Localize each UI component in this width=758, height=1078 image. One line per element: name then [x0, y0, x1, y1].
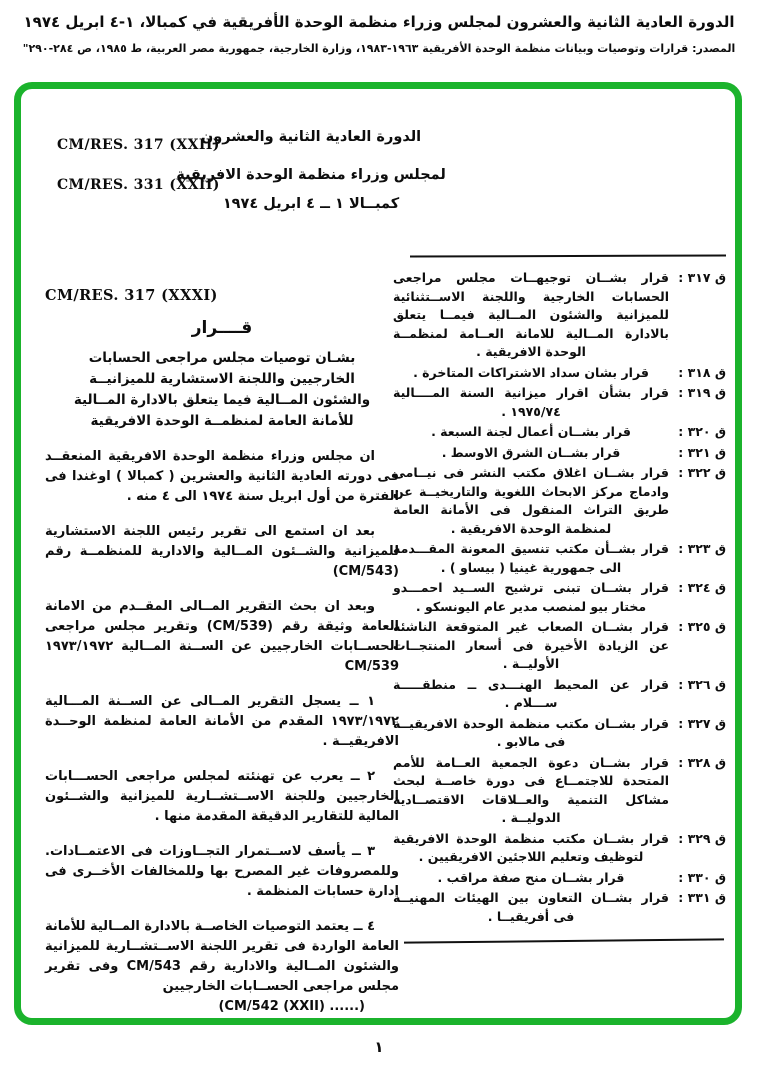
resolution-paragraph: بعد ان استمع الى تقرير رئيس اللجنة الاستشارية للميزانية والشــئون المــالية والادارية للمنظمــة رقم (CM/543)	[45, 524, 399, 579]
resolution-text: قرار بشــان التعاون بين الهيئات المهنيــة فى أفريقيــا .	[393, 890, 669, 924]
list-item-res-320	[393, 423, 726, 442]
list-item-res-329	[393, 830, 726, 867]
resolution-text: قرار بشــان منح صفة مراقب .	[437, 869, 625, 885]
document-source-line: المصدر: قرارات وتوصيات وبيانات منظمة الوحدة الأفريقية ١٩٦٣-١٩٨٣، وزارة الخارجية، جمهورية مصر العربية، ط ١٩٨٥، ص ٢٨٤-٢٩٠"	[22, 42, 736, 55]
resolution-ref-331-xxii: CM/RES. 331 (XXII)	[57, 177, 220, 193]
resolution-clause-2: ٢ ــ يعرب عن تهنئته لمجلس مراجعى الحســـابات الخارجيين وللجنة الاســتشــارية للميزانية والشــئون المالية للتقارير الدقيقة المقدمة منها .	[45, 769, 399, 824]
resolution-text: قرار بشــان الصعاب غير المتوقعة الناشئة عن الزيادة الأخيرة فى أسعار المنتجــات الأوليــة .	[393, 619, 669, 671]
resolution-subtitle-line: الخارجيين واللجنة الاستشارية للميزانيــة	[89, 371, 355, 387]
list-item-res-328	[393, 754, 726, 828]
resolution-clause-1: ١ ــ يسجل التقرير المــالى عن الســنة المـــالية ١٩٧٣/١٩٧٢ المقدم من الأمانة العامة لمنظمة الوحــدة الافريقيــة .	[45, 694, 399, 749]
resolution-number: ق ٣٢٢ :	[678, 465, 726, 480]
resolution-number: ق ٣١٩ :	[678, 385, 726, 400]
resolution-number: ق ٣٢٦ :	[678, 676, 726, 692]
resolution-text: قرار بشان سداد الاشتراكات المتاخرة .	[413, 364, 649, 380]
resolution-closing-doc-code: (CM/542 (XXII) ......)	[218, 999, 365, 1014]
resolution-ref-317-xxii: CM/RES. 317 (XXII)	[57, 137, 220, 153]
list-item-res-322	[393, 464, 726, 538]
resolution-text: قرار بشــان الشرق الاوسط .	[441, 444, 621, 460]
content-border-box	[14, 82, 742, 1025]
resolution-text: قرار عن المحيط الهنـــدى ــ منطقـــــة ســـلام .	[393, 676, 669, 710]
resolution-text: قرار بشــان تبنى ترشيح الســيد احمـــدو مختار بيو لمنصب مدير عام اليونسكو .	[393, 580, 669, 614]
session-heading-line3: كمبــالا ١ ــ ٤ ابريل ١٩٧٤	[222, 196, 400, 212]
resolution-number: ق ٣٢٩ :	[678, 830, 726, 846]
resolution-text: قرار بشــأن مكتب تنسيق المعونة المقـــدمة الى جمهورية غينيا ( بيساو ) .	[393, 541, 669, 575]
resolution-number: ق ٣٢٤ :	[678, 580, 726, 595]
list-item-res-323	[393, 540, 726, 577]
resolutions-index-column	[393, 255, 726, 942]
list-item-res-321	[393, 444, 726, 463]
list-item-res-331	[393, 889, 726, 926]
resolution-number: ق ٣٢٠ :	[678, 424, 726, 439]
resolution-number: ق ٣٣٠ :	[678, 869, 726, 885]
resolution-title: قــــرار	[191, 318, 253, 338]
document-session-title: الدورة العادية الثانية والعشرون لمجلس وزراء منظمة الوحدة الأفريقية في كمبالا، ١-٤ ابريل ١٩٧٤	[23, 13, 735, 31]
resolution-paragraph: وبعد ان بحث التقرير المــالى المقــدم من الامانة العامة وثيقة رقم (CM/539) وتقرير مجلس مراجعى الحســابات الخارجيين عن الســنة المــالية ١٩٧٣/١٩٧٢ CM/539	[45, 599, 399, 674]
resolution-text: قرار بشــان توجيهــات مجلس مراجعى الحسابات الخارجية واللجنة الاســتثنائية للميزانية والشئون المــالية فيمــا يتعلق بالادارة المــالية للامانة العــامة لمنظمــة الوحدة الافريقية .	[393, 270, 669, 359]
session-heading	[141, 129, 481, 212]
resolution-ref-317-xxxi: CM/RES. 317 (XXXI)	[45, 287, 218, 304]
resolution-clause-3: ٣ ــ يأسف لاســتمرار التجــاوزات فى الاعتمــادات. وللمصروفات غير المصرح بها وللمخالفات الأخــرى فى ادارة حسابات المنظمة .	[45, 844, 399, 899]
resolution-text: قرار بشــان مكتب منظمة الوحدة الافريقيــة فى مالابو .	[393, 715, 669, 749]
resolution-number: ق ٣١٧ :	[678, 270, 726, 285]
resolution-number: ق ٣٢٨ :	[678, 754, 726, 770]
separator-line-top	[410, 254, 726, 257]
page-number: ١	[374, 1038, 384, 1056]
resolution-text: قرار بشــان مكتب منظمة الوحدة الافريقية لتوظيف وتعليم اللاجئين الافريقيين .	[393, 830, 669, 864]
resolution-subtitle-line: والشئون المــالية فيما يتعلق بالادارة المــالية	[73, 392, 371, 408]
resolution-number: ق ٣٢٣ :	[678, 541, 726, 556]
list-item-res-325	[393, 618, 726, 674]
resolution-body-column	[45, 287, 399, 1016]
resolution-number: ق ٣١٨ :	[678, 364, 726, 380]
list-item-res-327	[393, 715, 726, 752]
session-heading-line2: لمجلس وزراء منظمة الوحدة الافريقية	[176, 167, 446, 183]
list-item-res-317	[393, 269, 726, 362]
resolution-number: ق ٣٢١ :	[678, 444, 726, 460]
list-item-res-319	[393, 384, 726, 421]
resolution-subtitle-line: بشـان توصيات مجلس مراجعى الحسابات	[88, 350, 356, 366]
list-item-res-318	[393, 364, 726, 383]
list-item-res-326	[393, 676, 726, 713]
list-item-res-330	[393, 869, 726, 888]
resolution-text: قرار بشــان دعوة الجمعية العــامة للأمم المتحدة للاجتمــاع فى دورة خاصــة لبحث مشاكل التنمية والعــلاقات الاقتصــادية الدوليــة .	[393, 754, 669, 825]
resolution-text: قرار بشــان اغلاق مكتب النشر فى نيــامى وادماج مركز الابحاث اللغوية والتاريخيــة عن طريق التراث المنقول فى الأمانة العامة لمنظمة الوحدة الافريقية .	[393, 465, 669, 536]
resolution-number: ق ٣٢٥ :	[678, 619, 726, 634]
resolution-number: ق ٣٣١ :	[678, 890, 726, 905]
resolution-text: قرار بشأن اقرار ميزانية السنة المــــالية ١٩٧٥/٧٤ .	[393, 385, 669, 419]
resolution-paragraph: ان مجلس وزراء منظمة الوحدة الافريقية المنعقــد فى دورته العادية الثانية والعشرين ( كمبالا ) اوغندا فى الفترة من أول ابريل سنة ١٩٧٤ الى ٤ منه .	[45, 449, 399, 504]
separator-line-bottom	[404, 938, 724, 943]
resolution-number: ق ٣٢٧ :	[678, 715, 726, 731]
resolution-clause-4: ٤ ــ يعتمد التوصيات الخاصــة بالادارة المــالية للأمانة العامة الواردة فى تقرير اللجنة الاســتشــارية للميزانية والشئون المــالية والادارية رقم CM/543 وفى تقرير مجلس مراجعى الحســابات الخارجيين	[45, 919, 399, 994]
resolution-subtitle-line: للأمانة العامة لمنظمــة الوحدة الافريقية	[90, 413, 354, 429]
list-item-res-324	[393, 579, 726, 616]
session-heading-line1: الدورة العادية الثانية والعشرون	[200, 129, 422, 145]
resolution-text: قرار بشــان أعمال لجنة السبعة .	[431, 424, 631, 439]
